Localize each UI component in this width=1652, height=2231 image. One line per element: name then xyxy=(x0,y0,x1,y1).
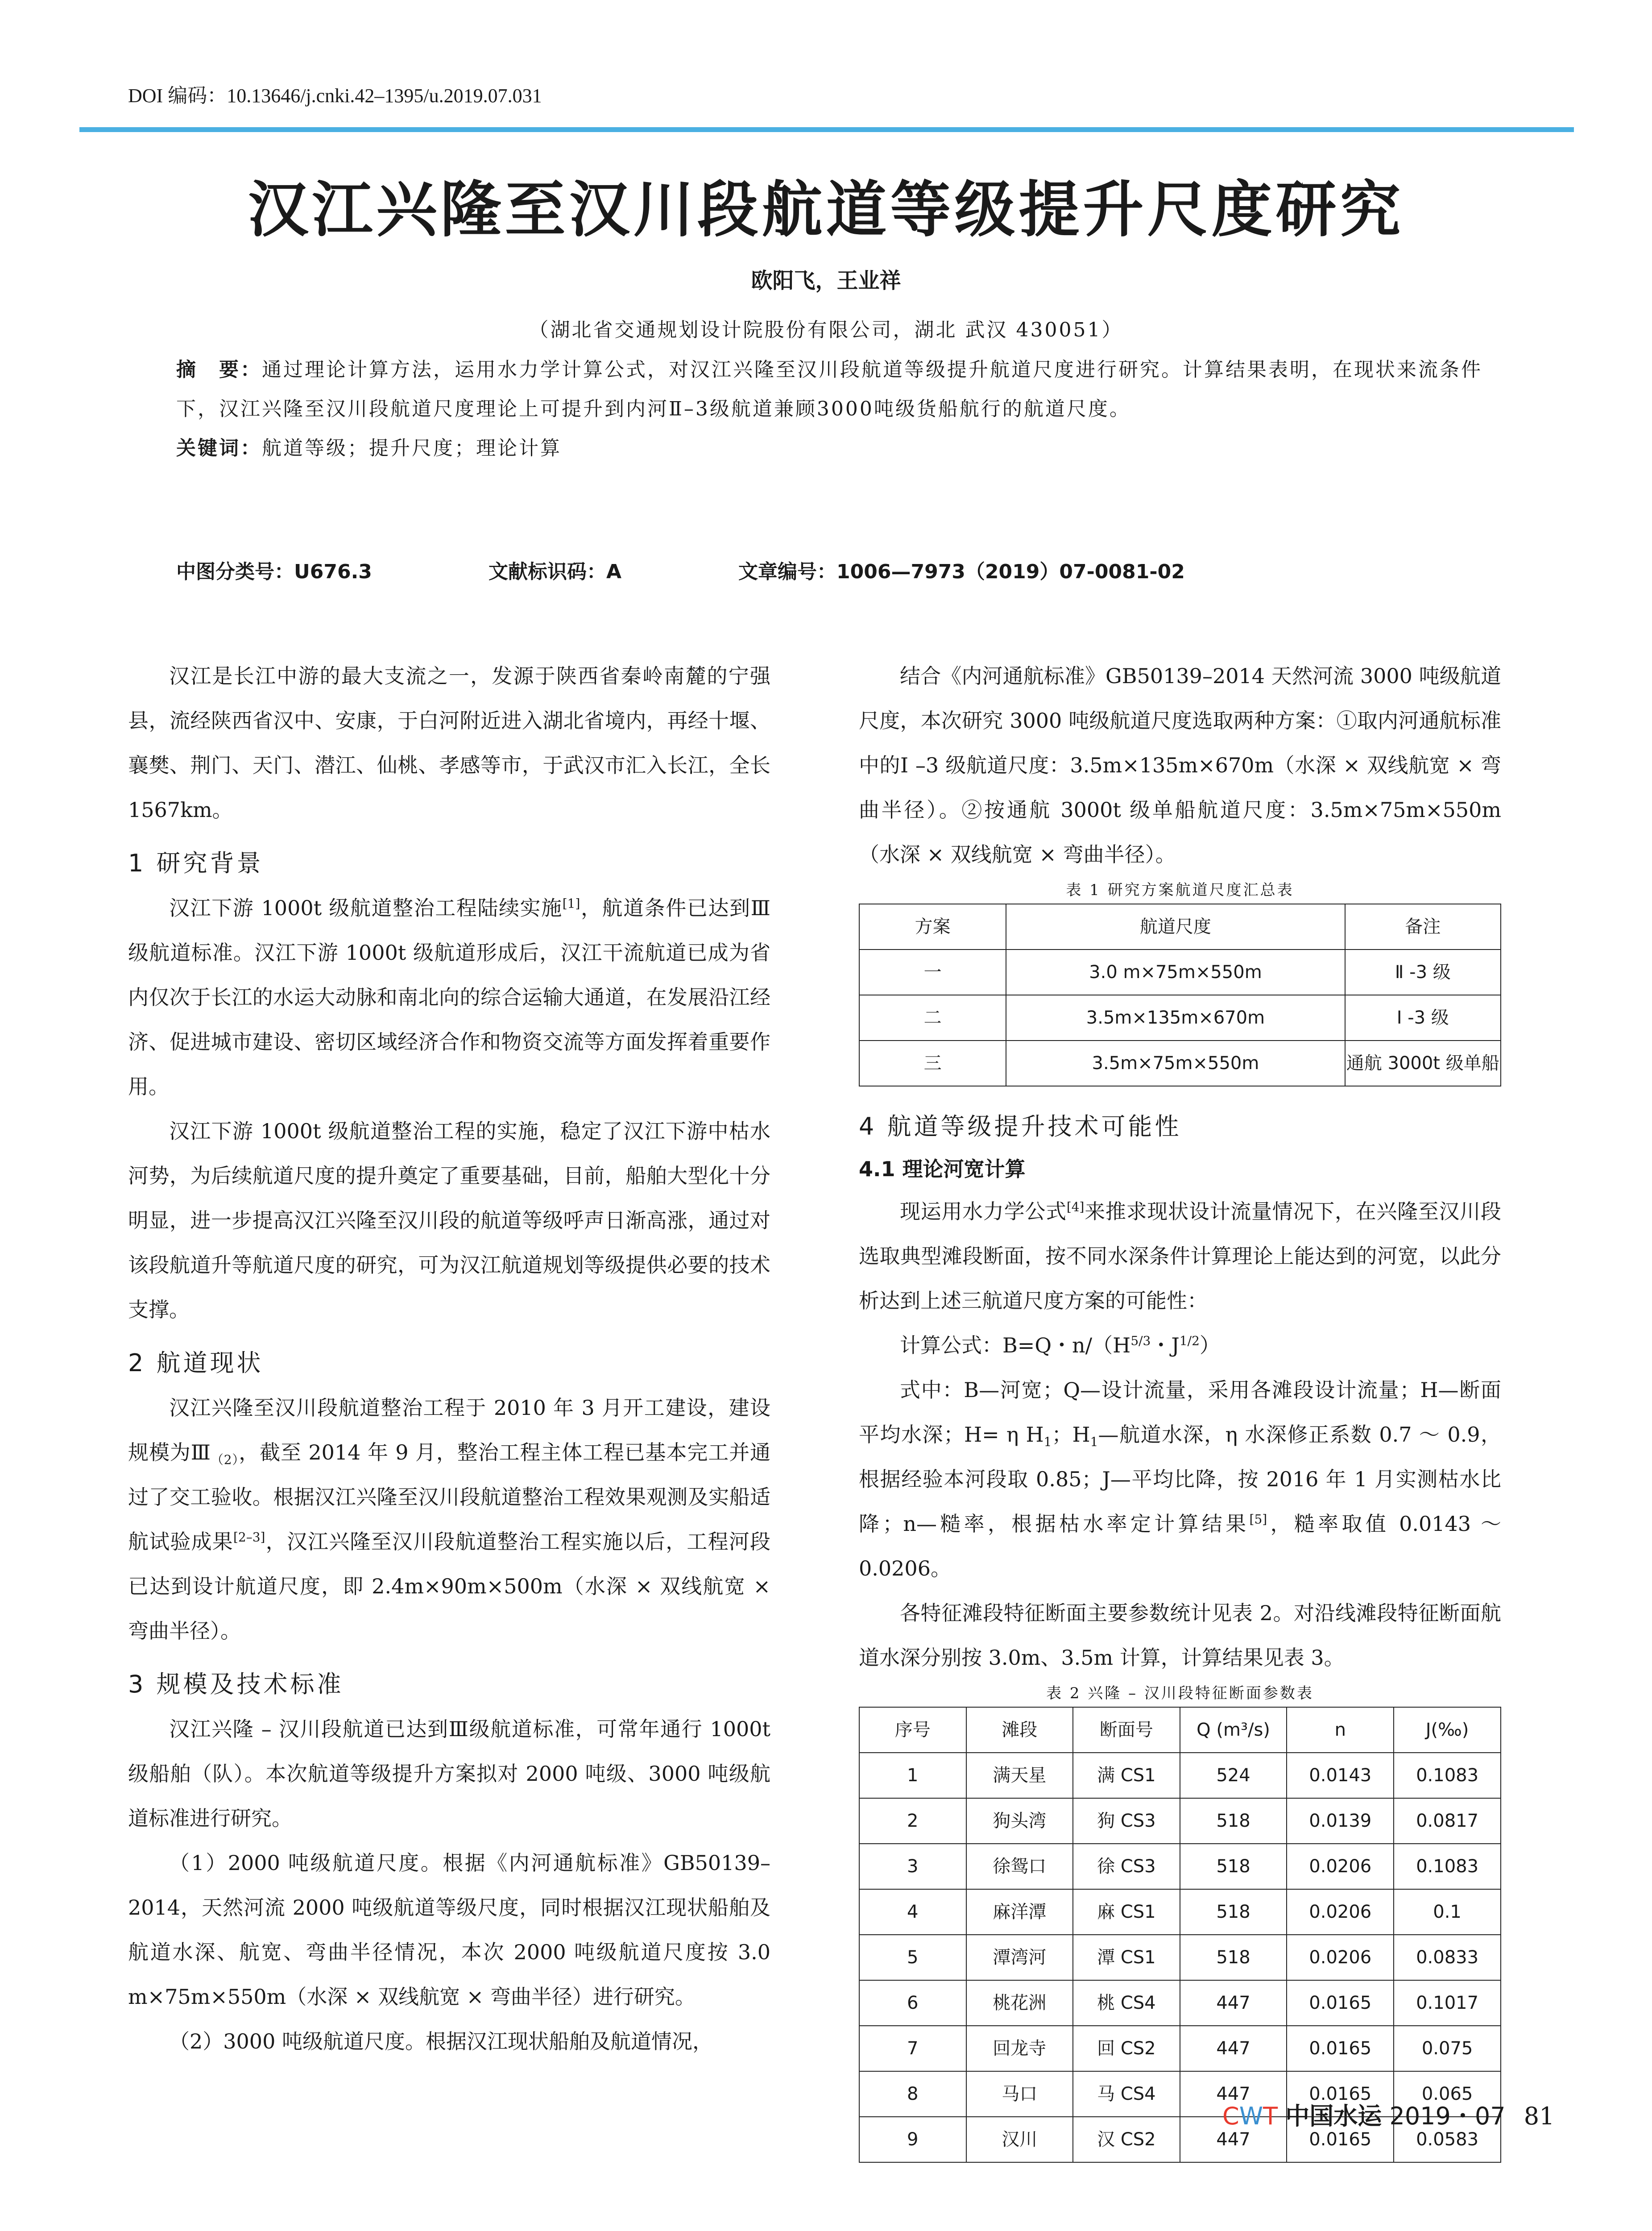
keywords-label: 关键词： xyxy=(176,437,262,460)
table-cell: 0.0165 xyxy=(1287,1980,1394,2026)
table-cell: 0.0143 xyxy=(1287,1753,1394,1798)
table-cell: 9 xyxy=(859,2117,966,2162)
table-cell: 汉 CS2 xyxy=(1073,2117,1180,2162)
citation-ref: [5] xyxy=(1249,1512,1267,1527)
table-row xyxy=(859,1935,1501,1980)
scheme-paragraph: 结合《内河通航标准》GB50139–2014 天然河流 3000 吨级航道尺度，本次研究 3000 吨级航道尺度选取两种方案：①取内河通航标准中的Ⅰ –3 级航道尺度：3.5m×135m×670m（水深 × 双线航宽 × 弯曲半径）。②按通航 3000t 级单船航道尺度：3.5m×75m×550m（水深 × 双线航宽 × 弯曲半径）。 xyxy=(859,664,1501,867)
table-cell: 0.065 xyxy=(1394,2071,1501,2117)
paper-title: 汉江兴隆至汉川段航道等级提升尺度研究 xyxy=(248,174,1404,245)
journal-name: 中国水运 xyxy=(1285,2102,1382,2130)
table-cell: 狗 CS3 xyxy=(1073,1798,1180,1844)
keywords xyxy=(176,429,1483,468)
table-cell: 5 xyxy=(859,1935,966,1980)
citation-ref: [4] xyxy=(1066,1199,1085,1215)
section-3-paragraph-1: 汉江兴隆 – 汉川段航道已达到Ⅲ级航道标准，可常年通行 1000t 级船舶（队）。本次航道等级提升方案拟对 2000 吨级、3000 吨级航道标准进行研究。 xyxy=(128,1717,770,1830)
table-cell: 3 xyxy=(859,1844,966,1889)
table-header-row xyxy=(859,1707,1501,1753)
table-row xyxy=(859,1889,1501,1935)
table-cell: 徐 CS3 xyxy=(1073,1844,1180,1889)
table-row xyxy=(859,1844,1501,1889)
table-cell: 8 xyxy=(859,2071,966,2117)
table-1 xyxy=(859,904,1501,1086)
header-divider xyxy=(79,127,1574,132)
table-cell: 0.1083 xyxy=(1394,1844,1501,1889)
table-cell: 满天星 xyxy=(966,1753,1073,1798)
logo-letter: W xyxy=(1239,2102,1263,2130)
table-cell: 0.075 xyxy=(1394,2026,1501,2071)
table-header-cell: 方案 xyxy=(859,904,1006,950)
logo-letter: C xyxy=(1222,2102,1239,2130)
table-row xyxy=(859,1753,1501,1798)
table-row xyxy=(859,2026,1501,2071)
table-cell: 汉川 xyxy=(966,2117,1073,2162)
table-cell: 518 xyxy=(1180,1798,1287,1844)
table-cell: 0.0583 xyxy=(1394,2117,1501,2162)
table-cell: 447 xyxy=(1180,1980,1287,2026)
section-2-paragraph-1: 汉江兴隆至汉川段航道整治工程于 2010 年 3 月开工建设，建设规模为$Ⅲ_{(2)}$，截至 2014 年 9 月，整治工程主体工程已基本完工并通过了交工验收。根据汉江兴隆至汉川段航道整治工程效果观测及实船适航试验成果[2–3]，汉江兴隆至汉川段航道整治工程实施以后，工程河段已达到设计航道尺度，即 2.4m×90m×500m（水深 × 双线航宽 × 弯曲半径）。 xyxy=(128,1396,771,1643)
subsection-heading-4-1: 4.1 理论河宽计算 xyxy=(859,1157,1026,1181)
table-cell: 0.0206 xyxy=(1287,1935,1394,1980)
section-1-paragraph-1: 汉江下游 1000t 级航道整治工程陆续实施[1]，航道条件已达到Ⅲ级航道标准。汉江下游 1000t 级航道形成后，汉江干流航道已成为省内仅次于长江的水运大动脉和南北向的综合运输大通道，在发展沿江经济、促进城市建设、密切区域经济合作和物资交流等方面发挥着重要作用。 xyxy=(128,896,770,1099)
keywords-text: 航道等级；提升尺度；理论计算 xyxy=(262,437,562,460)
table-cell: 0.0206 xyxy=(1287,1844,1394,1889)
table-cell: 0.0165 xyxy=(1287,2071,1394,2117)
table-cell: 1 xyxy=(859,1753,966,1798)
table-cell: 0.0833 xyxy=(1394,1935,1501,1980)
table-cell: 回龙寺 xyxy=(966,2026,1073,2071)
section-heading-3: 3 规模及技术标准 xyxy=(128,1670,344,1698)
doi-header: DOI 编码：10.13646/j.cnki.42–1395/u.2019.07.031 xyxy=(128,85,542,107)
table-cell: 马口 xyxy=(966,2071,1073,2117)
table-header-cell: 备注 xyxy=(1345,904,1501,950)
table-2-intro: 各特征滩段特征断面主要参数统计见表 2。对沿线滩段特征断面航道水深分别按 3.0m、3.5m 计算，计算结果见表 3。 xyxy=(859,1601,1501,1670)
table-cell: 6 xyxy=(859,1980,966,2026)
table-row: 三 3.5m×75m×550m 通航 3000t 级单船 xyxy=(859,1041,1501,1086)
section-heading-1: 1 研究背景 xyxy=(128,849,264,877)
table-cell: 447 xyxy=(1180,2026,1287,2071)
table-cell: 0.1 xyxy=(1394,1889,1501,1935)
page-number: 81 xyxy=(1524,2102,1555,2130)
affiliation: （湖北省交通规划设计院股份有限公司，湖北 武汉 430051） xyxy=(529,319,1123,341)
formula: 计算公式：B=Q・$n/(H^{5/3}$・$J^{1/2}$） xyxy=(900,1333,1220,1357)
table-cell: 524 xyxy=(1180,1753,1287,1798)
table-row: 一 3.0 m×75m×550m Ⅱ -3 级 xyxy=(859,950,1501,995)
table-header-cell: n xyxy=(1287,1707,1394,1753)
article-number: 文章编号：1006—7973（2019）07-0081-02 xyxy=(738,560,1185,583)
table-header-cell: 滩段 xyxy=(966,1707,1073,1753)
clc-number: 中图分类号：U676.3 xyxy=(176,560,372,583)
table-cell: 0.1017 xyxy=(1394,1980,1501,2026)
table-cell: 潭湾河 xyxy=(966,1935,1073,1980)
table-header-cell: J(‰) xyxy=(1394,1707,1501,1753)
variable-definitions: 式中：B—河宽；Q—设计流量，采用各滩段设计流量；H—断面平均水深；H= η $H_1$；$H_1—$航道水深，η 水深修正系数 0.7 ～ 0.9，根据经验本河段取 0.85；J—平均比降，按 2016 年 1 月实测枯水比降；n—糙率，根据枯水率定计算结果[5]，糙率取值 0.0143 ～ 0.0206。 xyxy=(859,1378,1502,1580)
logo-letter: T xyxy=(1263,2102,1278,2130)
table-cell: 447 xyxy=(1180,2117,1287,2162)
table-cell: 潭 CS1 xyxy=(1073,1935,1180,1980)
table-cell: 回 CS2 xyxy=(1073,2026,1180,2071)
method-paragraph: 现运用水力学公式[4]来推求现状设计流量情况下，在兴隆至汉川段选取典型滩段断面，按不同水深条件计算理论上能达到的河宽，以此分析达到上述三航道尺度方案的可能性： xyxy=(859,1199,1502,1313)
table-cell: 0.0165 xyxy=(1287,2026,1394,2071)
table-cell: 桃花洲 xyxy=(966,1980,1073,2026)
table-row xyxy=(859,1980,1501,2026)
table-cell: 7 xyxy=(859,2026,966,2071)
intro-paragraph: 汉江是长江中游的最大支流之一，发源于陕西省秦岭南麓的宁强县，流经陕西省汉中、安康，于白河附近进入湖北省境内，再经十堰、襄樊、荆门、天门、潜江、仙桃、孝感等市，于武汉市汇入长江，全长 1567km。 xyxy=(128,664,770,822)
table-cell: 0.0139 xyxy=(1287,1798,1394,1844)
table-cell: 0.0165 xyxy=(1287,2117,1394,2162)
section-1-paragraph-2: 汉江下游 1000t 级航道整治工程的实施，稳定了汉江下游中枯水河势，为后续航道尺度的提升奠定了重要基础，目前，船舶大型化十分明显，进一步提高汉江兴隆至汉川段的航道等级呼声日渐高涨，通过对该段航道升等航道尺度的研究，可为汉江航道规划等级提供必要的技术支撑。 xyxy=(128,1119,770,1322)
section-3-paragraph-3: （2）3000 吨级航道尺度。根据汉江现状船舶及航道情况， xyxy=(169,2029,713,2053)
table-cell: 518 xyxy=(1180,1935,1287,1980)
table-cell: 满 CS1 xyxy=(1073,1753,1180,1798)
table-cell: 麻洋潭 xyxy=(966,1889,1073,1935)
issue-number: 2019・07 xyxy=(1389,2102,1506,2130)
abstract-label: 摘 要： xyxy=(176,358,262,381)
table-cell: 4 xyxy=(859,1889,966,1935)
table-cell: 狗头湾 xyxy=(966,1798,1073,1844)
table-1-caption: 表 1 研究方案航道尺度汇总表 xyxy=(1066,881,1294,899)
table-2-caption: 表 2 兴隆 – 汉川段特征断面参数表 xyxy=(1046,1684,1314,1702)
table-cell: 0.0817 xyxy=(1394,1798,1501,1844)
table-header-cell: 断面号 xyxy=(1073,1707,1180,1753)
table-cell: 518 xyxy=(1180,1889,1287,1935)
table-cell: 徐鸳口 xyxy=(966,1844,1073,1889)
table-cell: 麻 CS1 xyxy=(1073,1889,1180,1935)
table-cell: 桃 CS4 xyxy=(1073,1980,1180,2026)
table-cell: 0.1083 xyxy=(1394,1753,1501,1798)
table-header-row xyxy=(859,904,1501,950)
table-row: 二 3.5m×135m×670m Ⅰ -3 级 xyxy=(859,995,1501,1041)
table-header-cell: 序号 xyxy=(859,1707,966,1753)
table-cell: 2 xyxy=(859,1798,966,1844)
table-header-cell: 航道尺度 xyxy=(1006,904,1345,950)
authors: 欧阳飞，王业祥 xyxy=(751,268,901,293)
table-header-cell: Q (m³/s) xyxy=(1180,1707,1287,1753)
table-row xyxy=(859,1798,1501,1844)
page-footer xyxy=(1222,2097,1555,2131)
section-3-paragraph-2: （1）2000 吨级航道尺度。根据《内河通航标准》GB50139–2014，天然河流 2000 吨级航道等级尺度，同时根据汉江现状船舶及航道水深、航宽、弯曲半径情况，本次 2000 吨级航道尺度按 3.0 m×75m×550m（水深 × 双线航宽 × 弯曲半径）进行研究。 xyxy=(128,1851,770,2009)
citation-ref: [2–3] xyxy=(233,1530,265,1545)
right-column xyxy=(859,654,1501,2163)
table-2 xyxy=(859,1707,1501,2163)
section-heading-2: 2 航道现状 xyxy=(128,1349,264,1377)
table-cell: 马 CS4 xyxy=(1073,2071,1180,2117)
table-cell: 447 xyxy=(1180,2071,1287,2117)
document-code: 文献标识码：A xyxy=(489,560,622,583)
abstract-text: 通过理论计算方法，运用水力学计算公式，对汉江兴隆至汉川段航道等级提升航道尺度进行研究。计算结果表明，在现状来流条件下，汉江兴隆至汉川段航道尺度理论上可提升到内河Ⅱ–3级航道兼顾3000吨级货船航行的航道尺度。 xyxy=(176,358,1482,420)
section-heading-4: 4 航道等级提升技术可能性 xyxy=(859,1112,1182,1140)
table-cell: 518 xyxy=(1180,1844,1287,1889)
citation-ref: [1] xyxy=(562,896,580,911)
abstract xyxy=(176,350,1483,468)
table-cell: 0.0206 xyxy=(1287,1889,1394,1935)
classification-line xyxy=(176,556,1483,584)
left-column xyxy=(128,654,770,2064)
